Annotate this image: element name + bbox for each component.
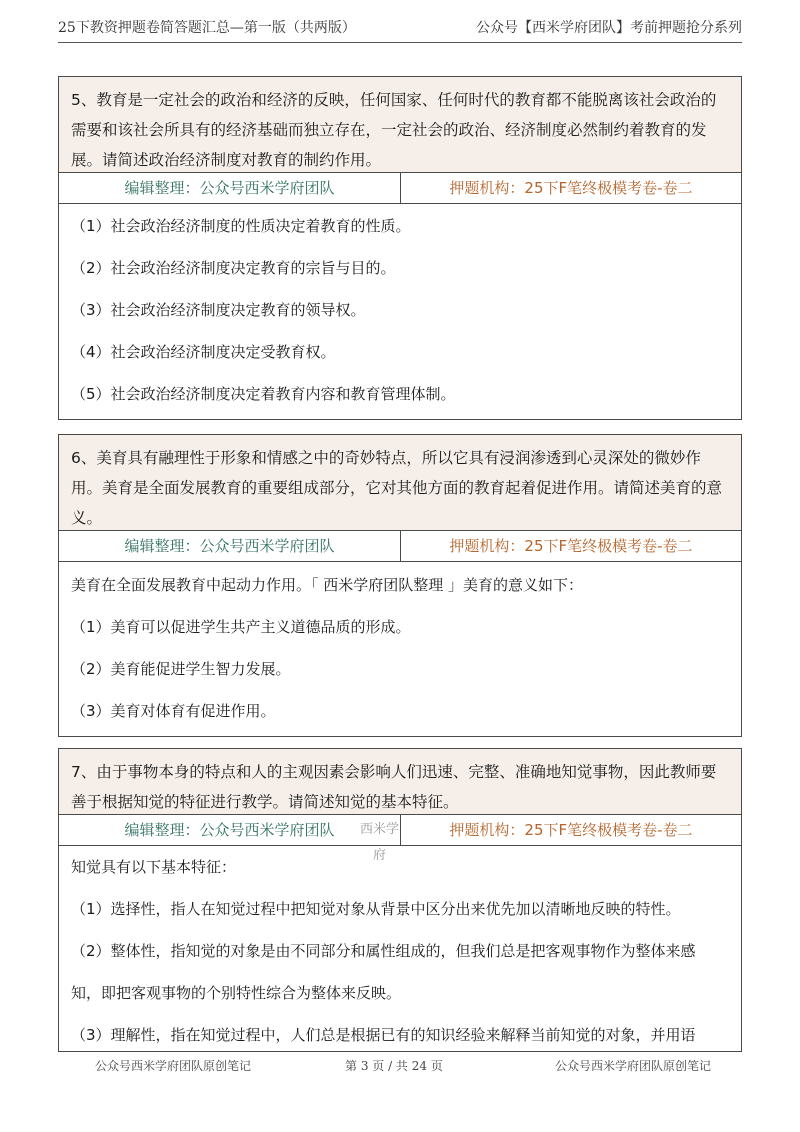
answer-line: （5）社会政治经济制度决定着教育内容和教育管理体制。 bbox=[71, 385, 456, 403]
answer-line: （3）社会政治经济制度决定教育的领导权。 bbox=[71, 301, 366, 319]
footer-right: 公众号西米学府团队原创笔记 bbox=[555, 1059, 712, 1073]
editor-label: 编辑整理：公众号西米学府团队 bbox=[59, 173, 401, 203]
question-card-7 bbox=[58, 748, 742, 1052]
answer-line: （3）美育对体育有促进作用。 bbox=[71, 702, 276, 720]
header-series: 公众号【西米学府团队】考前押题抢分系列 bbox=[476, 20, 742, 36]
question-text: 7、由于事物本身的特点和人的主观因素会影响人们迅速、完整、准确地知觉事物，因此教师要善于根据知觉的特征进行教学。请简述知觉的基本特征。 bbox=[59, 749, 741, 815]
source-label: 押题机构：25下F笔终极模考卷-卷二 bbox=[449, 179, 693, 197]
editor-label: 编辑整理：公众号西米学府团队 bbox=[59, 531, 401, 561]
answer-line: （1）社会政治经济制度的性质决定着教育的性质。 bbox=[71, 217, 411, 235]
watermark: 西米学府 bbox=[359, 822, 399, 863]
page-footer bbox=[0, 1057, 800, 1077]
answer-line: 知觉具有以下基本特征： bbox=[71, 858, 237, 876]
meta-row bbox=[59, 173, 741, 204]
editor-text: 编辑整理：公众号西米学府团队 bbox=[124, 821, 335, 839]
meta-row bbox=[59, 815, 741, 863]
source-label: 押题机构：25下F笔终极模考卷-卷二 bbox=[449, 821, 693, 839]
answer-line: （2）社会政治经济制度决定教育的宗旨与目的。 bbox=[71, 259, 396, 277]
answer-line: 美育在全面发展教育中起动力作用。「 西米学府团队整理 」美育的意义如下： bbox=[71, 576, 584, 594]
question-card-6 bbox=[58, 434, 742, 737]
answer-line: （2）整体性，指知觉的对象是由不同部分和属性组成的，但我们总是把客观事物作为整体来感 bbox=[71, 942, 696, 960]
header-title: 25下教资押题卷简答题汇总—第一版（共两版） bbox=[58, 20, 356, 36]
answer-block bbox=[59, 562, 741, 736]
question-text: 6、美育具有融理性于形象和情感之中的奇妙特点，所以它具有浸润渗透到心灵深处的微妙作用。美育是全面发展教育的重要组成部分，它对其他方面的教育起着促进作用。请简述美育的意义。 bbox=[59, 435, 741, 531]
footer-left: 公众号西米学府团队原创笔记 bbox=[95, 1059, 252, 1073]
answer-line: （1）美育可以促进学生共产主义道德品质的形成。 bbox=[71, 618, 411, 636]
answer-line: （2）美育能促进学生智力发展。 bbox=[71, 660, 291, 678]
page-header bbox=[58, 12, 742, 43]
question-text: 5、教育是一定社会的政治和经济的反映，任何国家、任何时代的教育都不能脱离该社会政治的需要和该社会所具有的经济基础而独立存在，一定社会的政治、经济制度必然制约着教育的发展。请简述政治经济制度对教育的制约作用。 bbox=[59, 77, 741, 173]
answer-block bbox=[59, 204, 741, 419]
answer-block bbox=[59, 846, 741, 1056]
source-label: 押题机构：25下F笔终极模考卷-卷二 bbox=[449, 537, 693, 555]
answer-line: 知，即把客观事物的个别特性综合为整体来反映。 bbox=[71, 984, 402, 1002]
editor-label bbox=[59, 815, 401, 863]
question-card-5 bbox=[58, 76, 742, 420]
answer-line: （4）社会政治经济制度决定受教育权。 bbox=[71, 343, 336, 361]
answer-line: （3）理解性，指在知觉过程中，人们总是根据已有的知识经验来解释当前知觉的对象，并用语 bbox=[71, 1026, 696, 1044]
answer-line: （1）选择性，指人在知觉过程中把知觉对象从背景中区分出来优先加以清晰地反映的特性。 bbox=[71, 900, 681, 918]
page-number: 第 3 页 / 共 24 页 bbox=[345, 1059, 443, 1073]
meta-row bbox=[59, 531, 741, 562]
